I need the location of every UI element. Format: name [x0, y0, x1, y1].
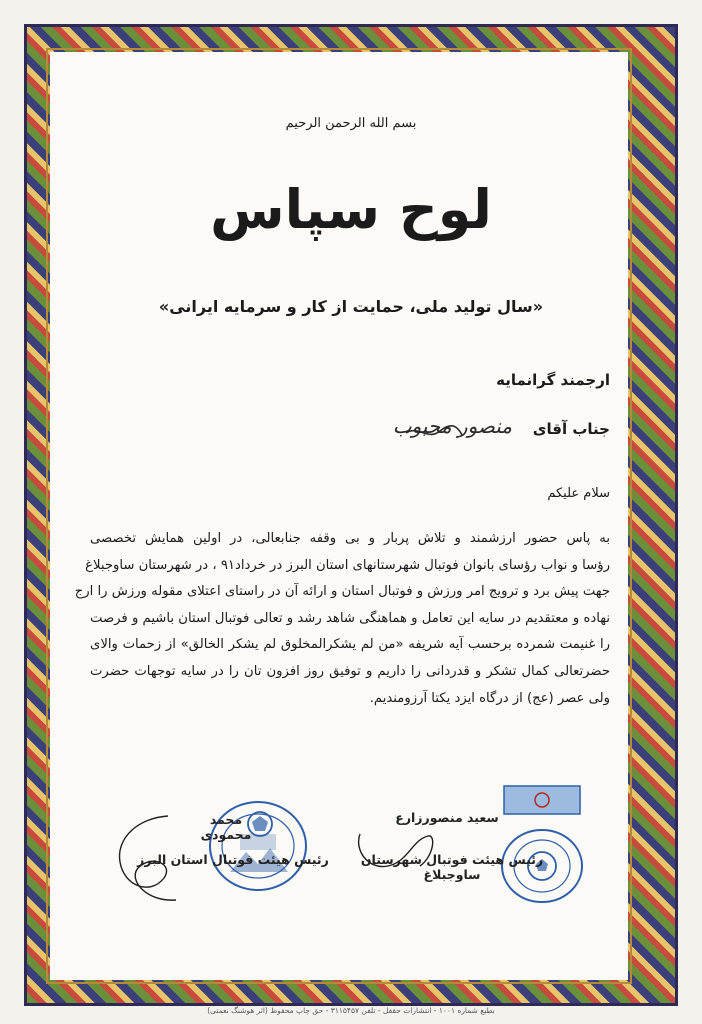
- body-line: جهت پیش برد و ترویج امر ورزش و فوتبال استان و ارائه آن در راستای اعتلای مقوله ورزش را ارج: [74, 584, 610, 600]
- bismillah-heading: بسم الله الرحمن الرحيم: [285, 116, 417, 131]
- body-line: رؤسا و نواب رؤسای بانوان فوتبال شهرستانهای استان البرز در خرداد۹۱ ، در شهرستان ساوجبلاغ: [85, 557, 610, 573]
- print-footer: بطبع شماره ۱۰۰۱ - انتشارات حقفل - تلفن ۳۱۱۵۴۵۷ - حق چاپ محفوظ (اثر هوشنگ نعمتی): [207, 1006, 495, 1015]
- left-signatory-name: محمد محمودی: [200, 812, 252, 842]
- right-signatory-title: رئیس هیئت فوتبال شهرستان ساوجبلاغ: [360, 852, 544, 882]
- left-signatory-title: رئیس هیئت فوتبال استان البرز: [137, 852, 329, 867]
- salutation: سلام علیکم: [547, 486, 610, 501]
- address-prefix: جناب آقای: [532, 420, 610, 438]
- body-line: ولی عصر (عج) از درگاه ایزد یکتا آرزومندیم.: [369, 690, 610, 706]
- year-slogan: «سال تولید ملی، حمایت از کار و سرمایه ایرانی»: [158, 297, 544, 316]
- certificate-title: لوح سپاس: [210, 178, 492, 241]
- body-line: نهاده و معتقدیم در سایه این تعامل و هماهنگی شاهد رشد و تعالی فوتبال استان باشیم و فرصت: [90, 610, 610, 626]
- body-line: را غنیمت شمرده برحسب آیه شریفه «من لم یشکرالمخلوق لم یشکر الخالق» از زحمات والای: [90, 637, 610, 653]
- savojbolagh-football-stamp: [498, 782, 586, 906]
- body-line: به پاس حضور ارزشمند و تلاش پربار و بی وقفه جنابعالی، در اولین همایش تخصصی: [90, 531, 610, 546]
- greeting: ارجمند گرانمایه: [496, 371, 610, 389]
- certificate-body: [74, 526, 610, 712]
- body-line: حضرتعالی کمال تشکر و قدردانی را داریم و توفیق روز افزون تان را در سایه توجهات حضرت: [90, 663, 610, 679]
- right-signatory-name: سعید منصورزارع: [395, 810, 499, 825]
- recipient-name-handwritten: منصور محبوب: [392, 414, 512, 438]
- alborz-football-stamp: [196, 794, 316, 894]
- name-flourish: [404, 423, 464, 441]
